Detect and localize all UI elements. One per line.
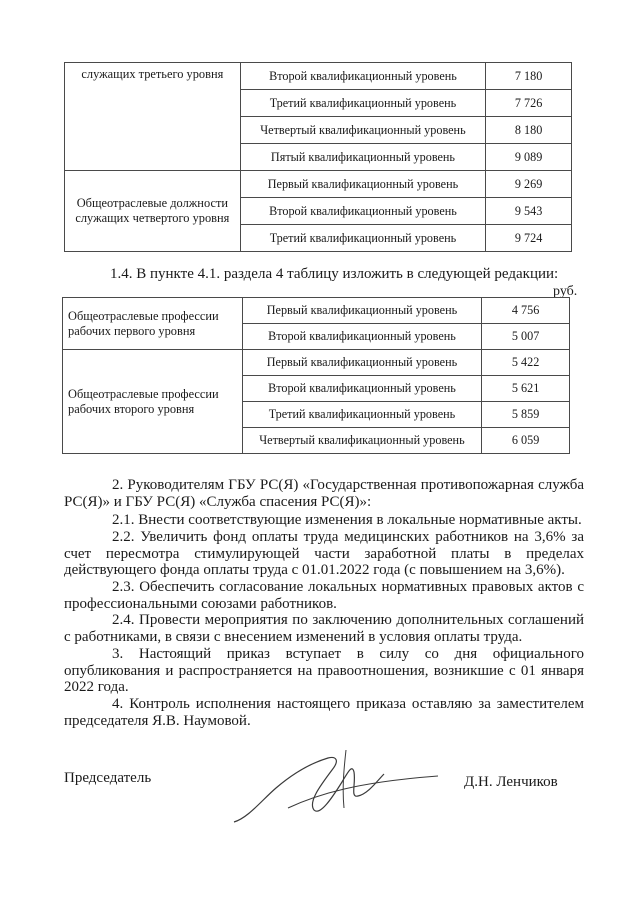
level-cell: Третий квалификационный уровень (240, 225, 486, 252)
value-cell: 9 724 (486, 225, 572, 252)
level-cell: Второй квалификационный уровень (240, 63, 486, 90)
paragraph-2: 2. Руководителям ГБУ РС(Я) «Государственная противопожарная служба РС(Я)» и ГБУ РС(Я) «Служба спасения РС(Я)»: (64, 477, 584, 510)
value-cell: 9 543 (486, 198, 572, 225)
level-cell: Первый квалификационный уровень (242, 298, 482, 324)
level-cell: Пятый квалификационный уровень (240, 144, 486, 171)
value-cell: 5 621 (482, 376, 570, 402)
clause-1-4: 1.4. В пункте 4.1. раздела 4 таблицу изложить в следующей редакции: (110, 266, 559, 282)
level-cell: Второй квалификационный уровень (242, 324, 482, 350)
unit-label: руб. (553, 284, 578, 299)
table-row (65, 63, 572, 90)
group-cell: Общеотраслевые профессии рабочих первого уровня (63, 298, 243, 350)
group-cell: служащих третьего уровня (65, 63, 241, 171)
level-cell: Второй квалификационный уровень (242, 376, 482, 402)
table-row (63, 298, 570, 324)
level-cell: Второй квалификационный уровень (240, 198, 486, 225)
value-cell: 7 726 (486, 90, 572, 117)
value-cell: 9 269 (486, 171, 572, 198)
group-cell: Общеотраслевые должности служащих четвертого уровня (65, 171, 241, 252)
salary-table-workers (62, 297, 570, 454)
value-cell: 8 180 (486, 117, 572, 144)
paragraph-4: 4. Контроль исполнения настоящего приказа оставляю за заместителем председателя Я.В. Наумовой. (64, 696, 584, 729)
value-cell: 5 859 (482, 402, 570, 428)
handwritten-signature (228, 738, 438, 828)
paragraph-2-3: 2.3. Обеспечить согласование локальных нормативных правовых актов с профессиональными союзами работников. (64, 579, 584, 612)
paragraph-3: 3. Настоящий приказ вступает в силу со дня официального опубликования и распространяется на правоотношения, возникшие с 01 января 2022 года. (64, 646, 584, 695)
value-cell: 7 180 (486, 63, 572, 90)
level-cell: Третий квалификационный уровень (240, 90, 486, 117)
level-cell: Четвертый квалификационный уровень (240, 117, 486, 144)
table-row (65, 171, 572, 198)
value-cell: 6 059 (482, 428, 570, 454)
value-cell: 9 089 (486, 144, 572, 171)
paragraph-2-2: 2.2. Увеличить фонд оплаты труда медицинских работников на 3,6% за счет пересмотра стимулирующей части заработной платы в пределах действующего фонда оплаты труда с 01.01.2022 года (с повышением на 3,6%). (64, 529, 584, 578)
value-cell: 5 007 (482, 324, 570, 350)
value-cell: 4 756 (482, 298, 570, 324)
group-cell: Общеотраслевые профессии рабочих второго уровня (63, 350, 243, 454)
level-cell: Первый квалификационный уровень (240, 171, 486, 198)
level-cell: Четвертый квалификационный уровень (242, 428, 482, 454)
salary-table-continued (64, 62, 572, 252)
level-cell: Третий квалификационный уровень (242, 402, 482, 428)
table-row (63, 350, 570, 376)
signatory-name: Д.Н. Ленчиков (464, 774, 558, 790)
value-cell: 5 422 (482, 350, 570, 376)
paragraph-2-4: 2.4. Провести мероприятия по заключению дополнительных соглашений с работниками, в связи с внесением изменений в условия оплаты труда. (64, 612, 584, 645)
paragraph-2-1: 2.1. Внести соответствующие изменения в локальные нормативные акты. (112, 512, 582, 528)
level-cell: Первый квалификационный уровень (242, 350, 482, 376)
signatory-title: Председатель (64, 770, 152, 786)
